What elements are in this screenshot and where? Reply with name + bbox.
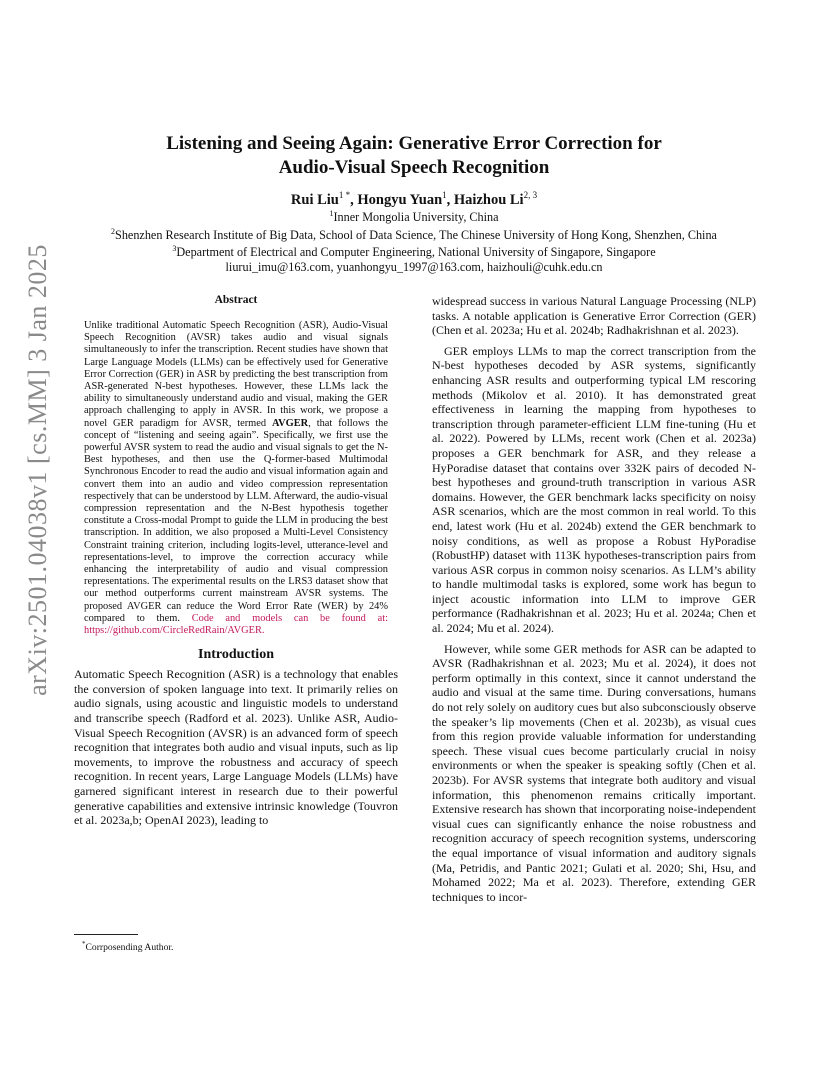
affiliation-mark: 2 — [111, 226, 116, 236]
author-mark: 2, 3 — [523, 190, 538, 200]
author-name: Haizhou Li — [453, 191, 524, 208]
author-name: Rui Liu — [290, 191, 339, 208]
right-column — [432, 294, 756, 904]
affiliation-text: Shenzhen Research Institute of Big Data, School of Data Science, The Chinese University of Hong Kong, Shenzhen, China — [115, 227, 717, 242]
intro-paragraph: Automatic Speech Recognition (ASR) is a technology that enables the conversion of spoken language into text. It primarily relies on audio signals, using acoustic and linguistic models to understand and transcribe speech (Radford et al. 2023). Unlike ASR, Audio-Visual Speech Recognition (AVSR) is an advanced form of speech recognition that integrates both audio and visual inputs, such as lip movements, to improve the robustness and accuracy of speech recognition. In recent years, Large Language Models (LLMs) have garnered significant interest in research due to their powerful generative capabilities and extensive intrinsic knowledge (Touvron et al. 2023a,b; OpenAI 2023), leading to — [74, 667, 398, 828]
arxiv-id: arXiv:2501.04038v1 [cs.MM] 3 Jan 2025 — [23, 244, 53, 696]
affiliations — [70, 207, 758, 275]
author-list: Rui Liu$^{1 *}$, Hongyu Yuan$^1$, Haizhou Li$^{2, 3}$ — [290, 190, 538, 208]
abstract-text — [84, 320, 388, 637]
abstract-part-2: , that follows the concept of “listening and seeing again”. Specifically, we first use the powerful AVSR system to read the audio and visual signals to get the N-Best hypotheses, and then use the Q-former-based Multimodal Synchronous Encoder to read the audio and visual information again and convert them into an audio and video compression representation respectively that can be understood by LLM. Afterward, the audio-visual compression representation and the N-Best hypothesis together constitute a Cross-modal Prompt to guide the LLM in producing the best transcription. In addition, we also proposed a Multi-Level Consistency Constraint training criterion, including logits-level, utterance-level and representations-level, to improve the correction accuracy while enhancing the interpretability of audio and visual compression representations. The experimental results on the LRS3 dataset show that our method outperforms current mainstream AVSR systems. The proposed AVGER can reduce the Word Error Rate (WER) by 24% compared to them. — [84, 417, 388, 624]
code-link[interactable]: Code and models can be found at: https://github.com/CircleRedRain/AVGER. — [84, 612, 388, 637]
footnote — [82, 940, 173, 953]
abstract-heading: Abstract — [214, 294, 258, 306]
method-name: AVGER — [272, 417, 309, 429]
author-name: Hongyu Yuan — [357, 191, 443, 208]
affiliation-line — [70, 225, 758, 243]
affiliation-text: Department of Electrical and Computer Engineering, National University of Singapore, Singapore — [176, 245, 656, 260]
footnote-divider — [74, 934, 138, 935]
footnote-mark: * — [82, 940, 86, 948]
footnote-text: Corrposending Author. — [85, 942, 174, 954]
affiliation-mark: 1 — [329, 209, 334, 218]
affiliation-line — [70, 242, 758, 260]
author-mark: 1 * — [338, 190, 351, 200]
title-line-1: Listening and Seeing Again: Generative Error Correction for — [166, 133, 662, 154]
author-mark: 1 — [442, 190, 447, 200]
body-paragraph: GER employs LLMs to map the correct transcription from the N-best hypotheses decoded by ASR systems, significantly enhancing ASR results and outperforming typical LM rescoring methods (Mikolov et al. 2010). It has demonstrated great effectiveness in learning the mapping from hypotheses to transcription through parameter-efficient LLM fine-tuning (Hu et al. 2022). Powered by LLMs, recent work (Chen et al. 2023a) proposes a GER benchmark for ASR, and they release a HyPoradise dataset that contains over 332K pairs of decoded N-best hypotheses and ground-truth transcription in various ASR domains. However, the GER benchmark lacks specificity on noisy ASR scenarios, which are the most common in real world. To this end, latest work (Hu et al. 2024b) extend the GER benchmark to noisy conditions, as well as propose a Robust HyPoradise (RobustHP) dataset with 113K hypotheses-transcription pairs from various ASR corpus in common noisy scenarios. As LLM’s ability to handle multimodal tasks is explored, some work has begun to inject acoustic information into LLM to improve GER performance (Radhakrishnan et al. 2023; Hu et al. 2024a; Chen et al. 2024; Mu et al. 2024). — [432, 343, 756, 636]
affiliation-text: Inner Mongolia University, China — [333, 210, 499, 225]
left-column — [74, 294, 398, 828]
arxiv-watermark — [18, 244, 58, 696]
author-emails: liurui_imu@163.com, yuanhongyu_1997@163.com, haizhouli@cuhk.edu.cn — [225, 259, 603, 274]
intro-heading: Introduction — [198, 647, 274, 663]
affiliation-mark: 3 — [172, 244, 177, 254]
body-paragraph: widespread success in various Natural Language Processing (NLP) tasks. A notable application is Generative Error Correction (GER) (Chen et al. 2023a; Hu et al. 2024b; Radhakrishnan et al. 2023). — [432, 294, 756, 338]
paper-title — [120, 132, 708, 180]
abstract-part-1: Unlike traditional Automatic Speech Recognition (ASR), Audio-Visual Speech Recognition (AVSR) takes audio and visual signals simultaneously to infer the transcription. Recent studies have shown that Large Language Models (LLMs) can be effectively used for Generative Error Correction (GER) in ASR by predicting the best transcription from ASR-generated N-best hypotheses. However, these LLMs lack the ability to simultaneously understand audio and visual, making the GER approach challenging to apply in AVSR. In this work, we propose a novel GER paradigm for AVSR, termed — [84, 320, 388, 429]
body-paragraph: However, while some GER methods for ASR can be adapted to AVSR (Radhakrishnan et al. 2023; Mu et al. 2024), it does not perform optimally in this context, since it cannot understand the audio and visual at the same time. During conversations, humans do not rely solely on auditory cues but also subconsciously observe the speaker’s lip movements (Chen et al. 2023b), as visual cues from this region provide valuable information for understanding speech. These visual cues become particularly crucial in noisy environments or when the speaker is speaking softly (Chen et al. 2023b). For AVSR systems that integrate both auditory and visual information, this phenomenon remains critically important. Extensive research has shown that incorporating noise-independent visual cues can significantly enhance the noise robustness and recognition accuracy of speech recognition systems, underscoring the equal importance of visual information and auditory signals (Ma, Petridis, and Pantic 2021; Gulati et al. 2020; Shi, Hsu, and Mohamed 2022; Ma et al. 2023). Therefore, extending GER techniques to incor- — [432, 641, 756, 904]
title-line-2: Audio-Visual Speech Recognition — [278, 157, 550, 178]
affiliation-line — [70, 207, 758, 225]
